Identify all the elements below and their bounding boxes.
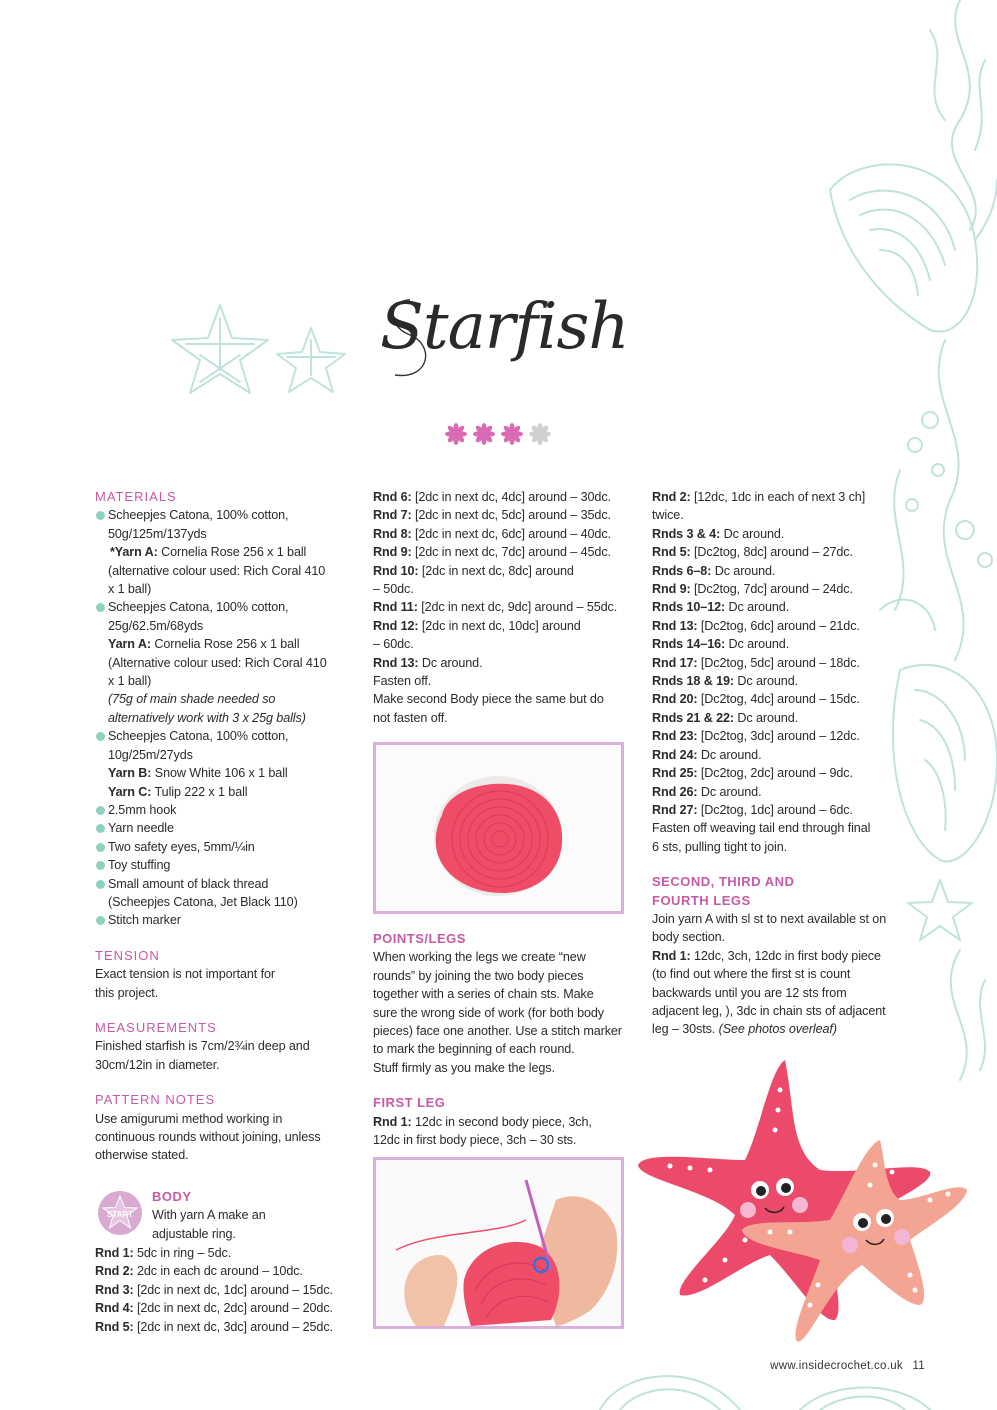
- other-legs-heading: SECOND, THIRD AND FOURTH LEGS: [652, 874, 795, 908]
- tension-text: Exact tension is not important for this project.: [95, 967, 275, 1000]
- round-line: Rnd 8: [2dc in next dc, 6dc] around – 40dc.: [373, 526, 611, 541]
- round-line: not fasten off.: [373, 710, 448, 725]
- points-legs-section: POINTS/LEGS When working the legs we create “new rounds” by joining the two body pieces together with a series of chain sts. Make sure the wrong side of work (for both body pieces) face one another. Use a stitch marker to mark the beginning of each round. Stuff firmly as you make the legs. FIRST LEG Rnd 1: 12dc in second body piece, 3ch, 12dc in first body piece, 3ch – 30 sts.: [373, 930, 628, 1149]
- svg-text:START: START: [106, 1210, 134, 1219]
- page-title: Starfish: [380, 290, 629, 364]
- difficulty-star-filled-icon: [445, 423, 467, 445]
- round-line: Rnds 3 & 4: Dc around.: [652, 526, 785, 541]
- round-line: Fasten off weaving tail end through final: [652, 821, 871, 836]
- round-line: adjacent leg, ), 3dc in chain sts of adjacent: [652, 1003, 886, 1018]
- round-line: Rnd 2: [12dc, 1dc in each of next 3 ch]: [652, 490, 866, 504]
- column-right: [652, 488, 902, 1039]
- round-line: Rnds 6–8: Dc around.: [652, 563, 776, 578]
- round-line: Rnd 3: [2dc in next dc, 1dc] around – 15dc.: [95, 1282, 333, 1297]
- round-line: Join yarn A with sl st to next available st on: [652, 911, 887, 926]
- tension-heading: TENSION: [95, 947, 160, 963]
- body-heading: BODY: [152, 1189, 192, 1204]
- round-line: Rnd 17: [Dc2tog, 5dc] around – 18dc.: [652, 655, 860, 670]
- body-intro: BODY With yarn A make an adjustable ring.: [152, 1188, 352, 1243]
- photo-body-piece: [373, 742, 624, 914]
- footer-url[interactable]: www.insidecrochet.co.uk: [770, 1360, 903, 1372]
- round-line: Rnd 27: [Dc2tog, 1dc] around – 6dc.: [652, 802, 853, 817]
- round-line: Rnd 9: [Dc2tog, 7dc] around – 24dc.: [652, 582, 853, 597]
- list-item: Toy stuffing: [95, 856, 350, 874]
- column-middle: [373, 488, 625, 727]
- points-legs-heading: POINTS/LEGS: [373, 931, 466, 946]
- body-rounds: [95, 1244, 355, 1336]
- list-item: Scheepjes Catona, 100% cotton, 25g/62.5m/68yds Yarn A: Cornelia Rose 256 x 1 ball (Alternative colour used: Rich Coral 410 x 1 ball) (75g of main shade needed so alternatively work with 3 x 25g balls): [95, 598, 350, 727]
- list-item: Stitch marker: [95, 911, 350, 929]
- round-line: Rnd 5: [Dc2tog, 8dc] around – 27dc.: [652, 545, 853, 560]
- round-line: backwards until you are 12 sts from: [652, 985, 847, 1000]
- list-item: Scheepjes Catona, 100% cotton, 50g/125m/137yds *Yarn A: Cornelia Rose 256 x 1 ball (alternative colour used: Rich Coral 410 x 1 ball): [95, 506, 350, 598]
- materials-heading: MATERIALS: [95, 489, 177, 504]
- round-line: Rnd 26: Dc around.: [652, 784, 762, 799]
- round-line: 6 sts, pulling tight to join.: [652, 839, 788, 854]
- list-item: 2.5mm hook: [95, 801, 350, 819]
- round-line: body section.: [652, 930, 725, 945]
- round-line: Rnd 1: 5dc in ring – 5dc.: [95, 1246, 232, 1260]
- round-line: Rnd 2: 2dc in each dc around – 10dc.: [95, 1264, 303, 1279]
- round-line: – 50dc.: [373, 582, 414, 597]
- difficulty-star-filled-icon: [473, 423, 495, 445]
- pattern-notes-heading: PATTERN NOTES: [95, 1092, 216, 1108]
- round-line: (to find out where the first st is count: [652, 967, 851, 982]
- round-line: Rnd 13: Dc around.: [373, 655, 483, 670]
- page-title-block: [380, 280, 629, 420]
- footer: [770, 1360, 925, 1372]
- measurements-text: Finished starfish is 7cm/2¾in deep and 30cm/12in in diameter.: [95, 1039, 310, 1072]
- round-line: Rnds 10–12: Dc around.: [652, 600, 790, 615]
- round-line: 12dc in first body piece, 3ch – 30 sts.: [373, 1133, 577, 1148]
- round-line: – 60dc.: [373, 637, 414, 652]
- round-line: Rnd 1: 12dc in second body piece, 3ch,: [373, 1114, 592, 1129]
- round-line: Rnd 13: [Dc2tog, 6dc] around – 21dc.: [652, 618, 860, 633]
- round-line: Rnds 18 & 19: Dc around.: [652, 674, 799, 689]
- start-badge-icon: [97, 1190, 143, 1236]
- list-item: Two safety eyes, 5mm/¼in: [95, 838, 350, 856]
- difficulty-star-filled-icon: [501, 423, 523, 445]
- round-line: Rnd 23: [Dc2tog, 3dc] around – 12dc.: [652, 729, 860, 744]
- crochet-hands-image: [376, 1160, 621, 1326]
- photo-hands-crocheting: [373, 1157, 624, 1329]
- round-line: Rnds 14–16: Dc around.: [652, 637, 790, 652]
- pattern-notes-text: Use amigurumi method working in continuous rounds without joining, unless otherwise stated.: [95, 1111, 321, 1163]
- round-line: Rnd 25: [Dc2tog, 2dc] around – 9dc.: [652, 766, 853, 781]
- round-line: Rnd 20: [Dc2tog, 4dc] around – 15dc.: [652, 692, 860, 707]
- round-line: Rnd 12: [2dc in next dc, 10dc] around: [373, 618, 581, 633]
- list-item: Small amount of black thread (Scheepjes Catona, Jet Black 110): [95, 875, 350, 912]
- round-line: Fasten off.: [373, 674, 432, 689]
- round-line: Rnd 1: 12dc, 3ch, 12dc in first body piece: [652, 948, 881, 963]
- column-left: [95, 488, 350, 1165]
- round-line: twice.: [652, 508, 684, 523]
- materials-list: [95, 506, 350, 929]
- crochet-disc-image: [376, 745, 621, 911]
- page-number: 11: [912, 1360, 925, 1372]
- difficulty-star-empty-icon: [529, 423, 551, 445]
- round-line: Rnd 10: [2dc in next dc, 8dc] around: [373, 563, 574, 578]
- measurements-heading: MEASUREMENTS: [95, 1019, 217, 1035]
- round-line: Rnd 7: [2dc in next dc, 5dc] around – 35dc.: [373, 508, 611, 523]
- round-line: Rnd 24: Dc around.: [652, 747, 762, 762]
- round-line: Rnd 11: [2dc in next dc, 9dc] around – 55dc.: [373, 600, 618, 615]
- finished-starfish-photo: [630, 1050, 975, 1350]
- round-line: Rnd 4: [2dc in next dc, 2dc] around – 20dc.: [95, 1301, 333, 1316]
- difficulty-rating: [442, 420, 554, 448]
- round-line: Rnd 5: [2dc in next dc, 3dc] around – 25dc.: [95, 1319, 333, 1334]
- round-line: Rnd 6: [2dc in next dc, 4dc] around – 30dc.: [373, 490, 611, 504]
- list-item: Yarn needle: [95, 819, 350, 837]
- first-leg-heading: FIRST LEG: [373, 1095, 446, 1111]
- round-line: leg – 30sts. (See photos overleaf): [652, 1022, 837, 1037]
- round-line: Make second Body piece the same but do: [373, 692, 604, 707]
- round-line: Rnd 9: [2dc in next dc, 7dc] around – 45dc.: [373, 545, 611, 560]
- round-line: Rnds 21 & 22: Dc around.: [652, 710, 799, 725]
- list-item: Scheepjes Catona, 100% cotton, 10g/25m/27yds Yarn B: Snow White 106 x 1 ball Yarn C: Tulip 222 x 1 ball: [95, 727, 350, 801]
